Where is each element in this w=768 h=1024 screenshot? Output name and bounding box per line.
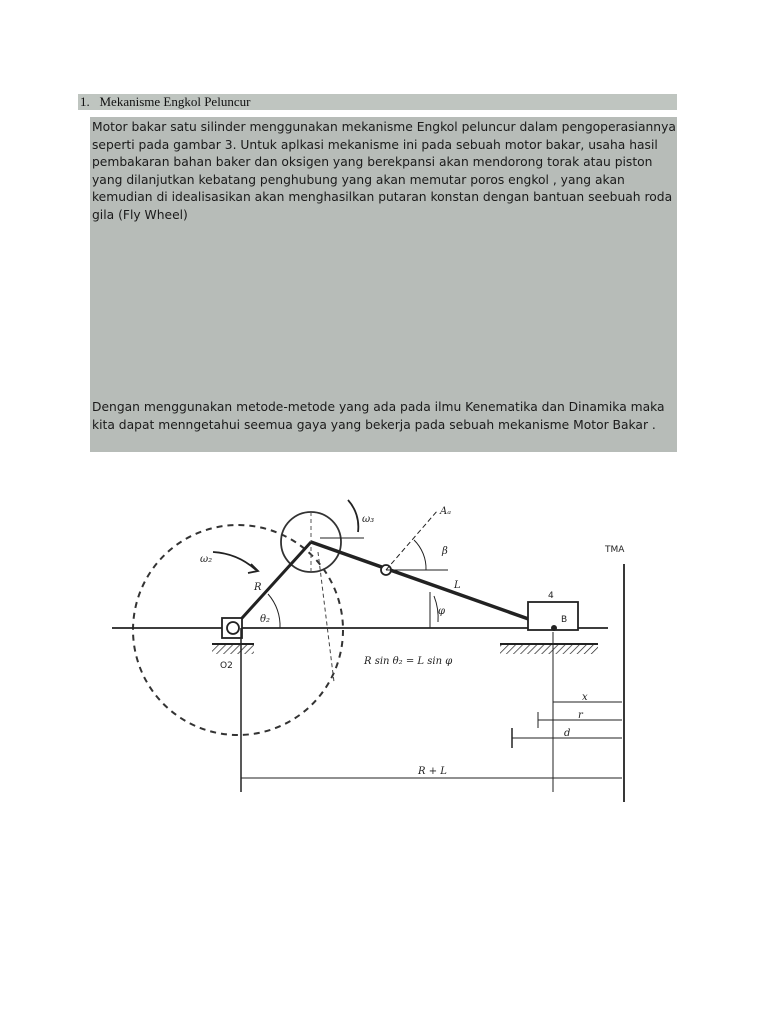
label-dim-r: r <box>578 710 583 721</box>
label-slider-4: 4 <box>548 591 554 601</box>
label-crank-r: R <box>254 582 262 593</box>
slider-crank-figure <box>108 472 625 812</box>
connecting-rod <box>311 542 554 628</box>
paragraph-intro: Motor bakar satu silinder menggunakan mekanisme Engkol peluncur dalam pengoperasiannya seperti pada gambar 3. Untuk aplkasi mekanisme ini pada sebuah motor bakar, usaha hasil pembakaran bahan baker dan oksigen yang berekpansi akan mendorong torak atau piston yang dilanjutkan kebatang penghubung yang akan memutar poros engkol , yang akan kemudian di idealisasikan akan menghasilkan putaran konstan dengan bantuan seebuah roda gila (Fly Wheel) <box>92 120 676 222</box>
beta-arc <box>414 540 426 570</box>
slider-crank-diagram <box>108 472 625 812</box>
section-heading <box>80 94 250 110</box>
heading-title: Mekanisme Engkol Peluncur <box>99 94 251 109</box>
label-ag: Aₐ <box>440 506 451 517</box>
label-ground-o2: O2 <box>220 661 233 671</box>
paragraph-conclusion: Dengan menggunakan metode-metode yang ada pada ilmu Kenematika dan Dinamika maka kita dapat menngetahui seemua gaya yang bekerja pada sebuah mekanisme Motor Bakar . <box>92 400 665 432</box>
label-slider-b: B <box>561 615 568 625</box>
omega-big-arrow <box>213 552 256 570</box>
label-dim-d: d <box>564 728 571 739</box>
label-dim-x: x <box>582 692 588 703</box>
label-dim-rl: R + L <box>418 766 447 777</box>
ground-hatch-left <box>212 644 254 654</box>
label-tma: TMA <box>605 545 625 555</box>
label-beta: β <box>442 546 448 557</box>
label-link-l: L <box>454 580 461 591</box>
label-omega-small: ω₃ <box>362 514 375 525</box>
label-phi: φ <box>438 606 446 617</box>
crank-link <box>233 542 311 628</box>
omega-small-arrow <box>348 500 358 532</box>
pivot-joint <box>227 622 239 634</box>
heading-number: 1. <box>80 94 90 109</box>
label-theta: θ₂ <box>260 614 271 625</box>
ground-hatch-right <box>500 644 598 654</box>
slider-pin <box>551 625 557 631</box>
label-equation: R sin θ₂ = L sin φ <box>364 656 453 667</box>
label-omega-big: ω₂ <box>200 554 213 565</box>
acceleration-vector <box>386 510 438 570</box>
